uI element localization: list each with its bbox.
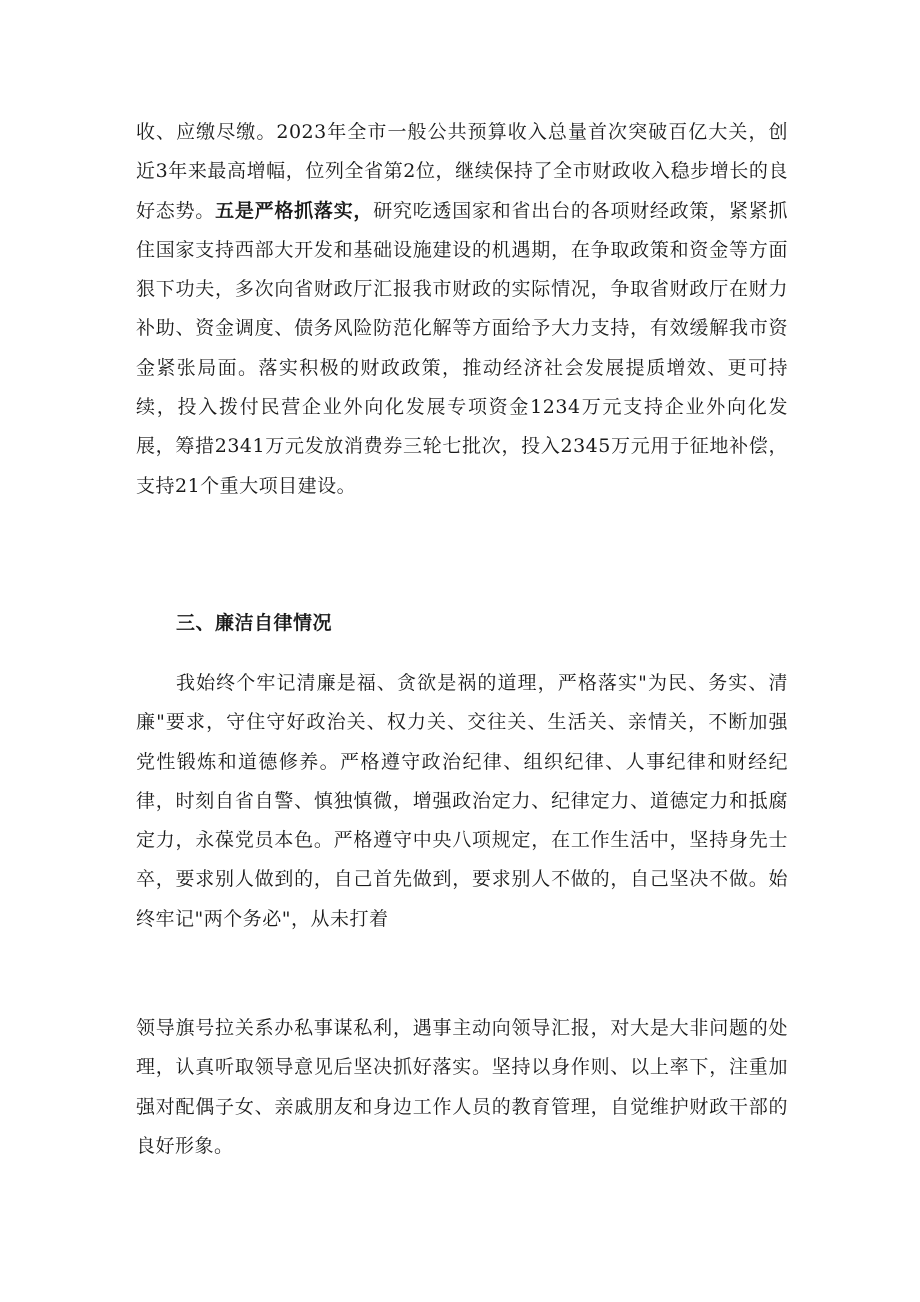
paragraph-text-rest: 研究吃透国家和省出台的各项财经政策，紧紧抓住国家支持西部大开发和基础设施建设的机遇期，在争取政策和资金等方面狠下功夫，多次向省财政厅汇报我市财政的实际情况，争取省财政厅在财力补助、资金调度、债务风险防范化解等方面给予大力支持，有效缓解我市资金紧张局面。落实积极的财政政策，推动经济社会发展提质增效、更可持续，投入拨付民营企业外向化发展专项资金1234万元支持企业外向化发展，筹措2341万元发放消费券三轮七批次，投入2345万元用于征地补偿，支持21个重大项目建设。 <box>136 199 788 497</box>
section-heading: 三、廉洁自律情况 <box>176 612 333 634</box>
paragraph-revenue-and-implementation <box>136 113 788 506</box>
paragraph-integrity: 我始终个牢记清廉是福、贪欲是祸的道理，严格落实"为民、务实、清廉"要求，守住守好政治关、权力关、交往关、生活关、亲情关，不断加强党性锻炼和道德修养。严格遵守政治纪律、组织纪律、人事纪律和财经纪律，时刻自省自警、慎独慎微，增强政治定力、纪律定力、道德定力和抵腐定力，永葆党员本色。严格遵守中央八项规定，在工作生活中，坚持身先士卒，要求别人做到的，自己首先做到，要求别人不做的，自己坚决不做。始终牢记"两个务必"，从未打着 <box>136 672 788 930</box>
paragraph-text-lead: 收、应缴尽缴。2023年全市一般公共预算收入总量首次突破百亿大关，创近3年来最高增幅，位列全省第2位，继续保持了全市财政收入稳步增长的良好态势。 <box>136 121 788 222</box>
paragraph-integrity-continued: 领导旗号拉关系办私事谋私利，遇事主动向领导汇报，对大是大非问题的处理，认真听取领导意见后坚决抓好落实。坚持以身作则、以上率下，注重加强对配偶子女、亲戚朋友和身边工作人员的教育管理，自觉维护财政干部的良好形象。 <box>136 1017 788 1157</box>
emphasis-text: 五是严格抓落实， <box>215 199 374 222</box>
